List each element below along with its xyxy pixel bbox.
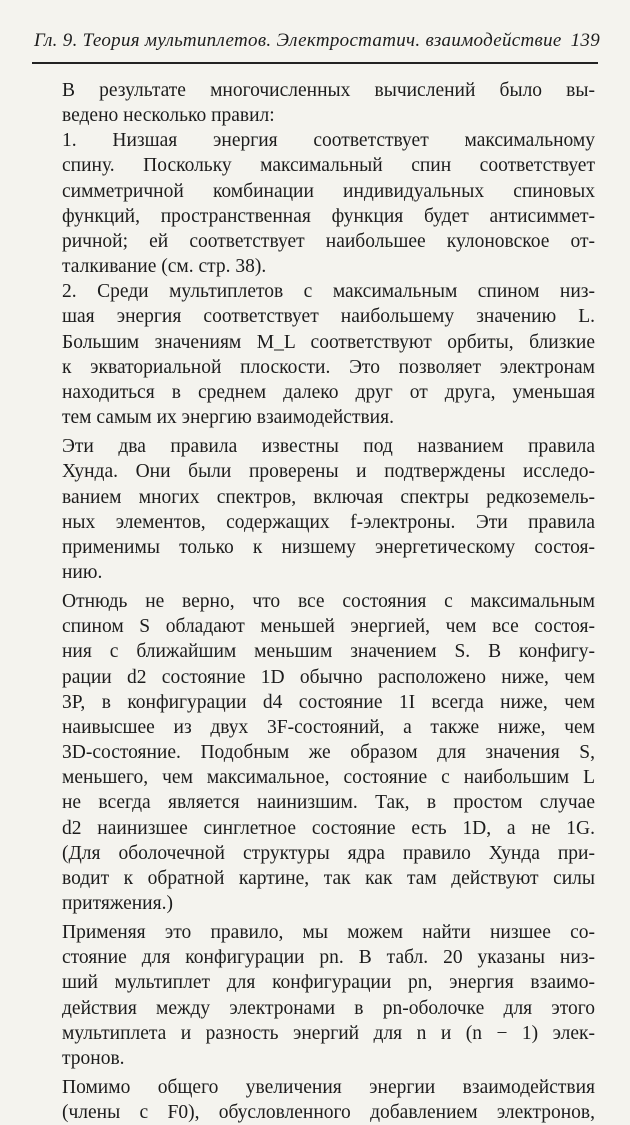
- text-line: спину. Поскольку максимальный спин соответствует: [62, 155, 595, 177]
- text-line: не всегда является наинизшим. Так, в простом случае: [62, 792, 595, 814]
- text-line: Отнюдь не верно, что все состояния с максимальным: [62, 591, 595, 613]
- text-line: ший мультиплет для конфигурации pn, энергия взаимо-: [62, 972, 595, 994]
- running-header: [34, 30, 600, 52]
- text-line: функций, пространственная функция будет антисиммет-: [62, 205, 595, 227]
- text-line: 3D-состояние. Подобным же образом для значения S,: [62, 742, 595, 764]
- text-line: ведено несколько правил:: [62, 105, 275, 127]
- text-line: меньшего, чем максимальное, состояние с наибольшим L: [62, 767, 595, 789]
- page-number: 139: [570, 30, 600, 51]
- text-line: В результате многочисленных вычислений было вы-: [62, 80, 595, 101]
- text-line: (Для оболочечной структуры ядра правило Хунда при-: [62, 842, 595, 864]
- text-line: ния с ближайшим меньшим значением S. В конфигу-: [62, 641, 595, 663]
- text-line: симметричной комбинации индивидуальных спиновых: [62, 180, 595, 202]
- text-line: спином S обладают меньшей энергией, чем все состоя-: [62, 616, 595, 638]
- text-line: 1. Низшая энергия соответствует максимальному: [62, 130, 595, 152]
- text-line: к экваториальной плоскости. Это позволяет электронам: [62, 356, 595, 378]
- text-line: рации d2 состояние 1D обычно расположено ниже, чем: [62, 666, 595, 688]
- text-line: мультиплета и разность энергий для n и (n − 1) элек-: [62, 1022, 595, 1044]
- paragraph: [62, 78, 595, 128]
- paragraph: [62, 128, 595, 279]
- text-line: тем самым их энергию взаимодействия.: [62, 407, 394, 429]
- text-line: Большим значениям M_L соответствуют орбиты, близкие: [62, 331, 595, 353]
- text-line: ричной; ей соответствует наибольшее кулоновское от-: [62, 230, 595, 252]
- text-line: (члены с F0), обусловленного добавлением электронов,: [62, 1102, 595, 1124]
- paragraph: [62, 279, 595, 430]
- paragraph: [62, 920, 595, 1071]
- running-title: Гл. 9. Теория мультиплетов. Электростатич. взаимодействие: [34, 30, 562, 51]
- text-line: d2 наинизшее синглетное состояние есть 1D, а не 1G.: [62, 817, 595, 839]
- text-line: стояние для конфигурации pn. В табл. 20 указаны низ-: [62, 947, 595, 969]
- page-body: [62, 78, 595, 1125]
- text-line: Эти два правила известны под названием правила: [62, 436, 595, 458]
- text-line: притяжения.): [62, 893, 173, 914]
- text-line: находиться в среднем далеко друг от друга, уменьшая: [62, 381, 595, 403]
- text-line: нию.: [62, 561, 103, 583]
- text-line: применимы только к низшему энергетическому состоя-: [62, 536, 595, 558]
- text-line: тронов.: [62, 1047, 125, 1069]
- text-line: 2. Среди мультиплетов с максимальным спином низ-: [62, 281, 595, 303]
- text-line: Хунда. Они были проверены и подтверждены исследо-: [62, 461, 595, 483]
- text-line: талкивание (см. стр. 38).: [62, 256, 267, 278]
- text-line: ных элементов, содержащих f-электроны. Эти правила: [62, 511, 595, 533]
- text-line: действия между электронами в pn-оболочке для этого: [62, 997, 595, 1019]
- paragraph: [62, 589, 595, 916]
- header-rule: [32, 62, 598, 64]
- text-line: Применяя это правило, мы можем найти низшее со-: [62, 922, 595, 944]
- text-line: Помимо общего увеличения энергии взаимодействия: [62, 1077, 595, 1099]
- text-line: ванием многих спектров, включая спектры редкоземель-: [62, 486, 595, 508]
- paragraph: [62, 434, 595, 585]
- text-line: 3P, в конфигурации d4 состояние 1I всегда ниже, чем: [62, 691, 595, 713]
- paragraph: [62, 1075, 595, 1125]
- text-line: наивысшее из двух 3F-состояний, а также ниже, чем: [62, 716, 595, 738]
- text-line: водит к обратной картине, так как там действуют силы: [62, 867, 595, 889]
- text-line: шая энергия соответствует наибольшему значению L.: [62, 306, 595, 328]
